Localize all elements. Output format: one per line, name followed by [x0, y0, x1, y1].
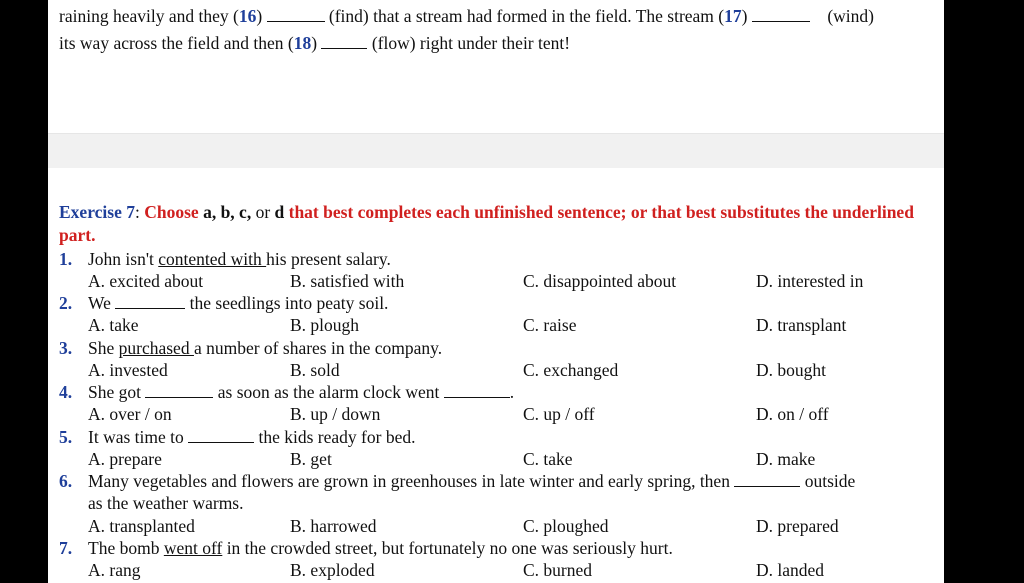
- underlined-phrase: went off: [163, 538, 223, 558]
- passage-text: (find) that a stream had formed in the field. The stream (: [328, 6, 725, 26]
- question-number: 1.: [59, 249, 73, 269]
- question-text-part: as soon as the alarm clock went: [213, 382, 444, 402]
- question-text-part: She got: [88, 382, 146, 402]
- option-d[interactable]: D. prepared: [756, 516, 839, 536]
- answer-blank[interactable]: [145, 381, 213, 398]
- question-text: [88, 470, 855, 492]
- option-c[interactable]: C. disappointed about: [523, 271, 677, 291]
- question-number: 3.: [59, 338, 73, 358]
- answer-blank[interactable]: [734, 470, 800, 487]
- question-text-part: the seedlings into peaty soil.: [185, 293, 389, 313]
- option-a[interactable]: A. rang: [88, 560, 141, 580]
- blank-16[interactable]: [267, 5, 325, 22]
- question-text-part: .: [509, 382, 515, 402]
- option-c[interactable]: C. ploughed: [523, 516, 609, 536]
- passage-text: its way across the field and then (: [59, 33, 294, 53]
- option-a[interactable]: A. invested: [88, 360, 168, 380]
- answer-blank[interactable]: [115, 292, 185, 309]
- option-d[interactable]: D. interested in: [756, 271, 864, 291]
- exercise-letter-d: d: [274, 202, 285, 222]
- question-number: 7.: [59, 538, 73, 558]
- option-b[interactable]: B. sold: [290, 360, 340, 380]
- passage-text: ): [311, 33, 318, 53]
- exercise-label: Exercise 7: [59, 202, 135, 222]
- exercise-or: or: [251, 202, 275, 222]
- question-text-part: a number of shares in the company.: [193, 338, 443, 358]
- question-text: [88, 537, 673, 559]
- exercise-instruction: Choose: [139, 202, 204, 222]
- question-text: [88, 292, 388, 314]
- option-b[interactable]: B. up / down: [290, 404, 381, 424]
- passage-line-2: [59, 30, 939, 56]
- answer-blank[interactable]: [188, 426, 254, 443]
- question-text-part: She: [88, 338, 119, 358]
- question-text-part: his present salary.: [266, 249, 391, 269]
- exercise-heading: [59, 201, 919, 247]
- question-text-part: It was time to: [88, 427, 189, 447]
- option-c[interactable]: C. raise: [523, 315, 577, 335]
- option-b[interactable]: B. satisfied with: [290, 271, 405, 291]
- option-d[interactable]: D. make: [756, 449, 816, 469]
- exercise-colon: :: [134, 202, 140, 222]
- question-number: 2.: [59, 293, 73, 313]
- passage-text: raining heavily and they (: [59, 6, 239, 26]
- underlined-phrase: purchased: [118, 338, 194, 358]
- question-6-continuation: as the weather warms.: [88, 493, 244, 513]
- option-a[interactable]: A. transplanted: [88, 516, 195, 536]
- option-b[interactable]: B. get: [290, 449, 332, 469]
- question-text: [88, 426, 415, 448]
- question-text-part: the kids ready for bed.: [254, 427, 416, 447]
- option-a[interactable]: A. take: [88, 315, 139, 335]
- blank-18[interactable]: [321, 32, 367, 49]
- blank-number-17: 17: [724, 6, 742, 26]
- underlined-phrase: contented with: [158, 249, 267, 269]
- question-text-part: Many vegetables and flowers are grown in greenhouses in late winter and early spring, then: [88, 471, 735, 491]
- option-d[interactable]: D. on / off: [756, 404, 829, 424]
- passage-text: ): [741, 6, 748, 26]
- question-text-part: in the crowded street, but fortunately no one was seriously hurt.: [222, 538, 673, 558]
- option-c[interactable]: C. burned: [523, 560, 593, 580]
- passage-text: (wind): [827, 6, 874, 26]
- passage-line-1: [59, 3, 939, 29]
- blank-number-18: 18: [293, 33, 312, 53]
- option-d[interactable]: D. transplant: [756, 315, 847, 335]
- blank-number-16: 16: [238, 6, 257, 26]
- question-text: [88, 337, 442, 359]
- question-number: 5.: [59, 427, 73, 447]
- option-b[interactable]: B. harrowed: [290, 516, 377, 536]
- exercise-letters: a, b, c,: [203, 202, 252, 222]
- option-d[interactable]: D. bought: [756, 360, 826, 380]
- exercise-instruction: that best completes each unfinished sentence; or that best substitutes the underlined part.: [59, 202, 914, 245]
- page-break-gap: [48, 133, 944, 169]
- option-a[interactable]: A. prepare: [88, 449, 162, 469]
- answer-blank[interactable]: [444, 381, 510, 398]
- question-text-part: John isn't: [88, 249, 159, 269]
- question-text-part: The bomb: [88, 538, 164, 558]
- blank-17[interactable]: [752, 5, 810, 22]
- option-b[interactable]: B. exploded: [290, 560, 375, 580]
- question-number: 4.: [59, 382, 73, 402]
- option-b[interactable]: B. plough: [290, 315, 360, 335]
- option-d[interactable]: D. landed: [756, 560, 825, 580]
- option-a[interactable]: A. excited about: [88, 271, 204, 291]
- passage-text: (flow) right under their tent!: [371, 33, 571, 53]
- question-text: [88, 248, 391, 270]
- question-text-part: We: [88, 293, 116, 313]
- option-c[interactable]: C. take: [523, 449, 573, 469]
- passage-text: ): [256, 6, 263, 26]
- question-text: [88, 381, 514, 403]
- document-page: [48, 0, 944, 583]
- option-c[interactable]: C. exchanged: [523, 360, 619, 380]
- option-c[interactable]: C. up / off: [523, 404, 595, 424]
- option-a[interactable]: A. over / on: [88, 404, 172, 424]
- question-text-part: outside: [800, 471, 856, 491]
- question-number: 6.: [59, 471, 73, 491]
